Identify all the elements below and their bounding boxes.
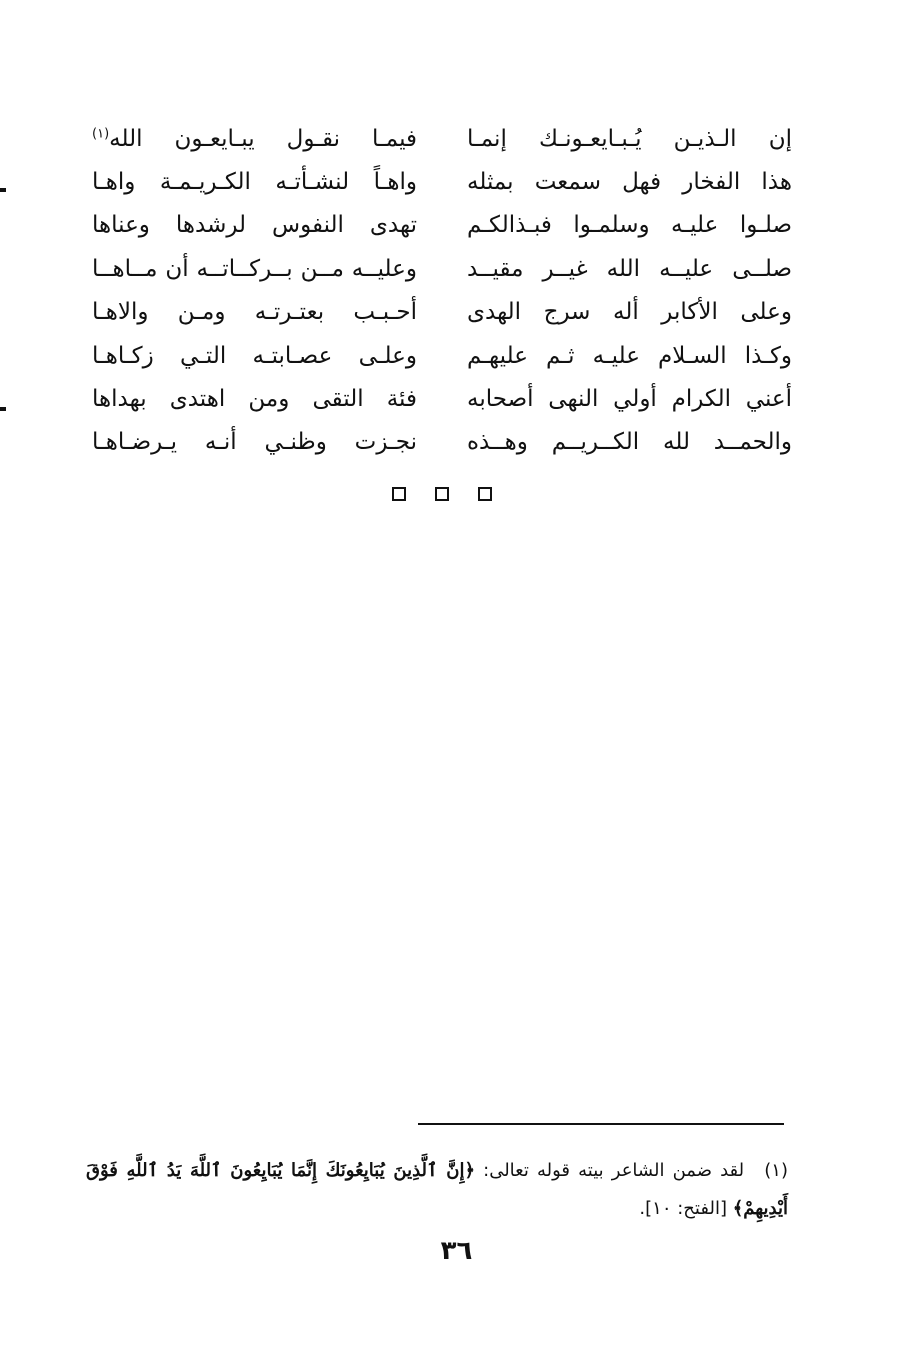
verse: [92, 421, 792, 464]
quran-verse: ﴿إِنَّ ٱلَّذِينَ يُبَايِعُونَكَ إِنَّمَا يُبَايِعُونَ ٱللَّهَ يَدُ ٱللَّهِ فَوْقَ أَيْدِيهِمْ﴾: [86, 1160, 788, 1219]
margin-mark: [0, 407, 6, 411]
verse: [92, 377, 792, 420]
section-separator: [392, 487, 492, 501]
verse-second-hemistich: واهـاً لنشـأتـه الكـريـمـة واهـا: [92, 169, 417, 196]
poem: [92, 117, 792, 464]
verse-second-hemistich: وعلـى عصـابتـه التـي زكـاهـا: [92, 342, 417, 369]
separator-square-icon: [478, 487, 492, 501]
footnote-number: (١): [764, 1160, 788, 1181]
verse-second-hemistich: نجـزت وظنـي أنـه يـرضـاهـا: [92, 429, 417, 456]
verse-second-hemistich: أحـبـب بعتـرتـه ومـن والاهـا: [92, 299, 417, 326]
footnote-divider: [418, 1123, 784, 1125]
verse: [92, 334, 792, 377]
footnote: [86, 1152, 788, 1228]
margin-mark: [0, 188, 6, 192]
footnote-marker[interactable]: (١): [92, 126, 110, 142]
verse-first-hemistich: صلـوا عليـه وسلمـوا فبـذالكـم: [467, 212, 792, 239]
hemistich-text: فيمـا نقـول يبـايعـون الله: [109, 125, 417, 152]
verse-first-hemistich: إن الـذيـن يُـبـايعـونـك إنمـا: [467, 125, 792, 152]
footnote-intro: لقد ضمن الشاعر بيته قوله تعالى:: [483, 1160, 745, 1181]
verse-second-hemistich: تهدى النفوس لرشدها وعناها: [92, 212, 417, 239]
verse: [92, 160, 792, 203]
footnote-citation: [الفتح: ١٠].: [639, 1198, 727, 1219]
verse: [92, 291, 792, 334]
verse-first-hemistich: وكـذا السـلام عليـه ثـم عليهـم: [467, 342, 792, 369]
verse-first-hemistich: والحمــد لله الكــريــم وهــذه: [467, 429, 792, 456]
verse: [92, 247, 792, 290]
verse-second-hemistich: فئة التقى ومن اهتدى بهداها: [92, 386, 417, 413]
separator-square-icon: [392, 487, 406, 501]
verse-second-hemistich: [92, 124, 417, 154]
verse-first-hemistich: وعلى الأكابر أله سرج الهدى: [467, 299, 792, 326]
verse: [92, 204, 792, 247]
verse-first-hemistich: هذا الفخار فهل سمعت بمثله: [467, 169, 792, 196]
verse-first-hemistich: صلــى عليــه الله غيــر مقيــد: [467, 255, 792, 282]
page-number: ٣٦: [440, 1236, 473, 1266]
separator-square-icon: [435, 487, 449, 501]
verse-first-hemistich: أعني الكرام أولي النهى أصحابه: [467, 386, 792, 413]
verse-second-hemistich: وعليــه مــن بــركــاتــه أن مــاهــا: [92, 255, 417, 282]
verse: [92, 117, 792, 160]
